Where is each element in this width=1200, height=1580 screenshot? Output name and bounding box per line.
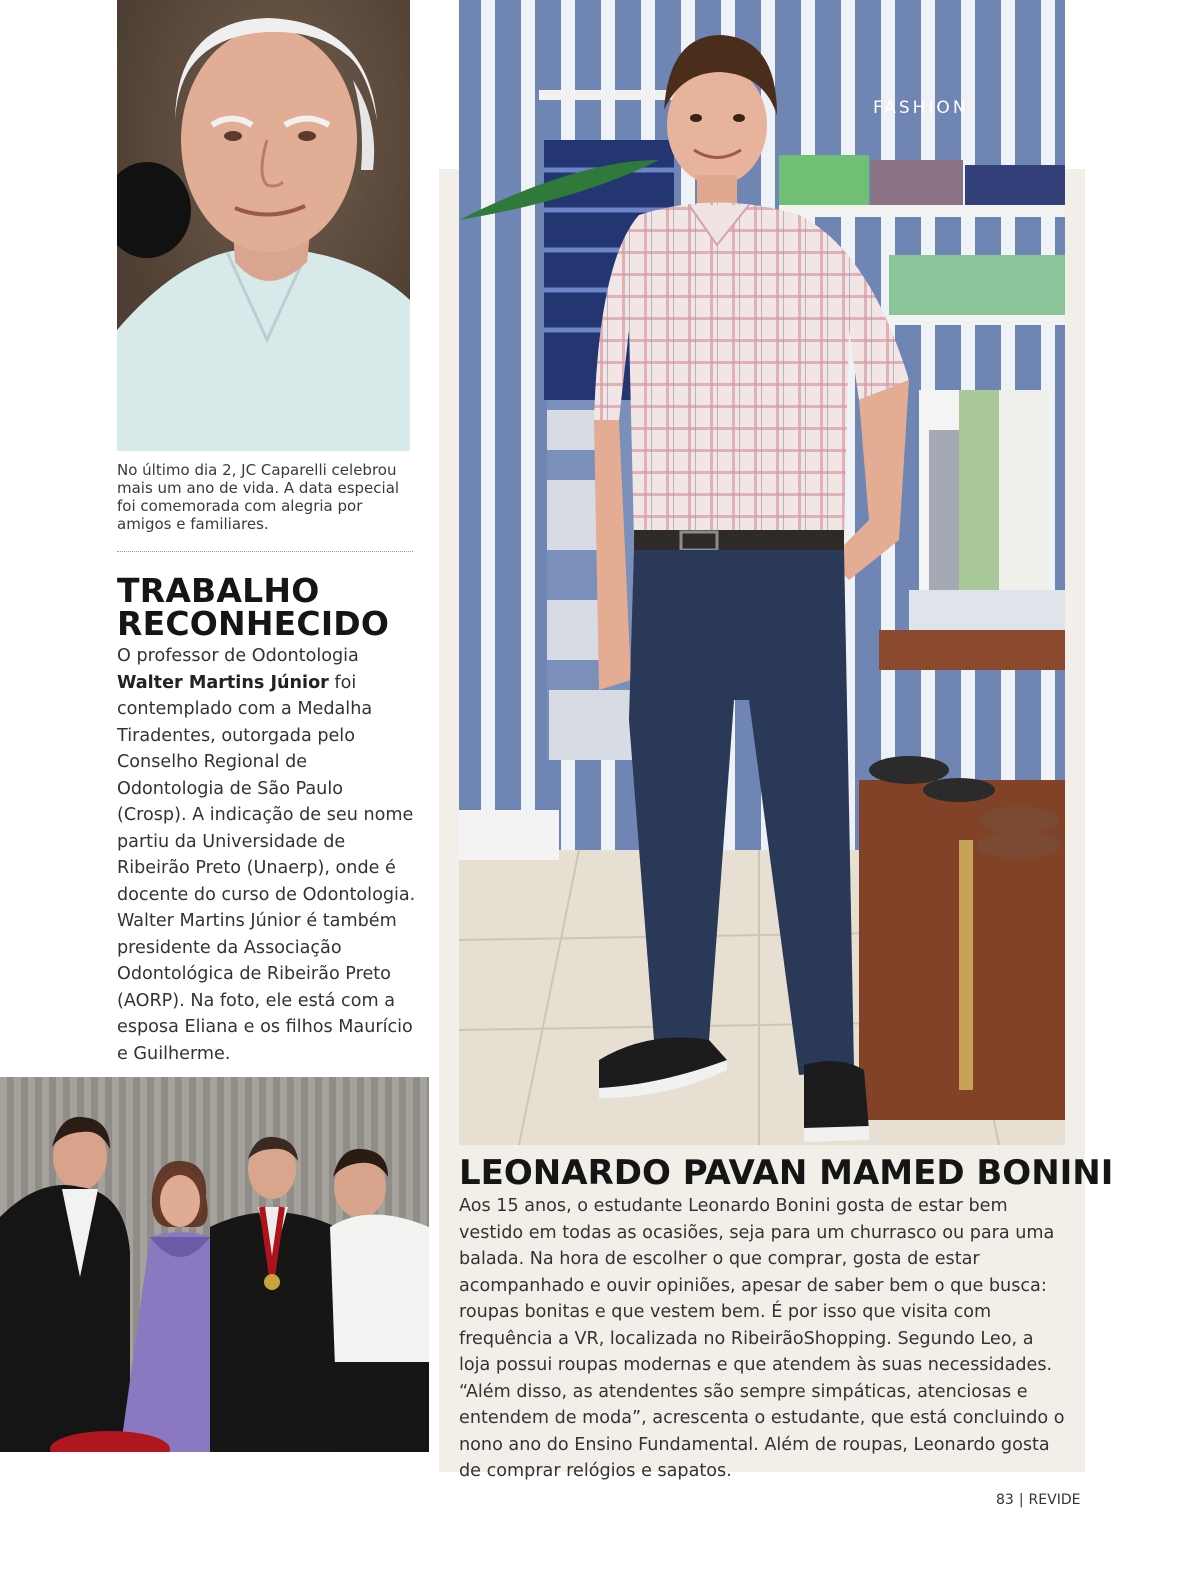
- store-illustration: [459, 0, 1065, 1145]
- feature-body: Aos 15 anos, o estudante Leonardo Bonini gosta de estar bem vestido em todas as ocasiões, seja para um churrasco ou para uma balada. Na hora de escolher o que comprar, gosta de estar acompanhado e ouvir opiniões, apesar de saber bem o que busca: roupas bonitas e que vestem bem. É por isso que visita com frequência a VR, localizada no RibeirãoShopping. Segundo Leo, a loja possui roupas modernas e que atendem às suas necessidades. “Além disso, as atendentes são sempre simpáticas, atenciosas e entendem de moda”, acrescenta o estudante, que está concluindo o nono ano do Ensino Fundamental. Além de roupas, Leonardo gosta de comprar relógios e sapatos.: [459, 1196, 1065, 1481]
- section-label: FASHION: [873, 98, 969, 118]
- article-title-line2: RECONHECIDO: [117, 604, 390, 643]
- footer-separator: |: [1018, 1492, 1024, 1508]
- feature-title: LEONARDO PAVAN MAMED BONINI: [459, 1153, 1114, 1193]
- section-divider: [117, 551, 413, 552]
- article-body-intro: O professor de Odontologia: [117, 646, 359, 666]
- store-photo: [459, 0, 1065, 1145]
- article-body: [117, 643, 417, 1067]
- portrait-caption: No último dia 2, JC Caparelli celebrou mais um ano de vida. A data especial foi comemorada com alegria por amigos e familiares.: [117, 461, 400, 533]
- article-title: [117, 571, 437, 643]
- portrait-photo: [117, 0, 410, 451]
- family-photo: [0, 1077, 429, 1452]
- article-body-name: Walter Martins Júnior: [117, 672, 329, 693]
- magazine-name: REVIDE: [1028, 1492, 1081, 1508]
- article-title-line1: TRABALHO: [117, 571, 320, 610]
- page-number: 83: [996, 1492, 1014, 1508]
- article-body-rest: foi contemplado com a Medalha Tiradentes, outorgada pelo Conselho Regional de Odontologia de São Paulo (Crosp). A indicação de seu nome partiu da Universidade de Ribeirão Preto (Unaerp), onde é docente do curso de Odontologia. Walter Martins Júnior é também presidente da Associação Odontológica de Ribeirão Preto (AORP). Na foto, ele está com a esposa Eliana e os filhos Maurício e Guilherme.: [117, 672, 416, 1064]
- portrait-illustration: [117, 0, 410, 451]
- family-illustration: [0, 1077, 429, 1452]
- page-footer: [996, 1492, 1080, 1508]
